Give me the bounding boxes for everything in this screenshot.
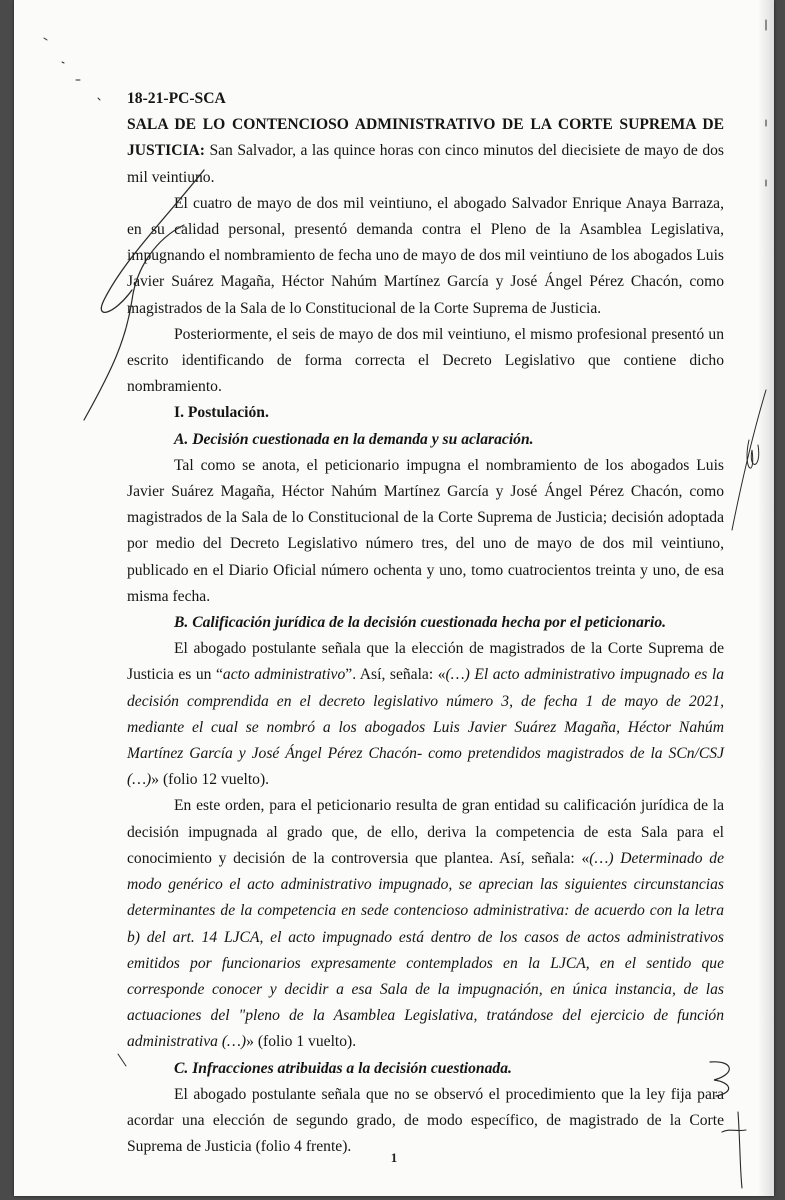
case-number: 18-21-PC-SCA	[127, 90, 226, 107]
page-number: 1	[390, 1150, 398, 1165]
paragraph-legal-qualification	[127, 636, 724, 793]
p4-text-start: El abogado postulante señala que la elección de magistrados de la Corte Suprema de Justicia es un “	[127, 640, 724, 684]
p4-text-mid: ”. Así, señala: «	[345, 666, 446, 684]
document-page	[14, 0, 774, 1196]
subheading-b: B. Calificación jurídica de la decisión cuestionada hecha por el peticionario.	[174, 614, 667, 632]
paragraph-demand: El cuatro de mayo de dos mil veintiuno, el abogado Salvador Enrique Anaya Barraza, en su calidad personal, presentó demanda contra el Pleno de la Asamblea Legislativa, impugnando el nombramiento de fecha uno de mayo de dos mil veintiuno de los abogados Luis Javier Suárez Magaña, Héctor Nahúm Martínez García y José Ángel Pérez Chacón, como magistrados de la Sala de lo Constitucional de la Corte Suprema de Justicia.	[127, 194, 724, 317]
date-place: San Salvador, a las quince horas con cinco minutos del diecisiete de mayo de dos mil veintiuno.	[127, 142, 724, 186]
p4-italic-term: acto administrativo	[222, 666, 346, 684]
p4-quote: (…) El acto administrativo impugnado es la decisión comprendida en el decreto legislativo número 3, de fecha 1 de mayo de 2021, mediante el cual se nombró a los abogados Luis Javier Suárez Magaña, Héctor Nahúm Martínez García y José Ángel Pérez Chacón- como pretendidos magistrados de la SCn/CSJ (…)	[127, 666, 725, 789]
paragraph-impugnation: Tal como se anota, el peticionario impugna el nombramiento de los abogados Luis Javier Suárez Magaña, Héctor Nahúm Martínez García y José Ángel Pérez Chacón, como magistrados de la Sala de lo Constitucional de la Corte Suprema de Justicia; decisión adoptada por medio del Decreto Legislativo número tres, del uno de mayo de dos mil veintiuno, publicado en el Diario Oficial número ochenta y uno, tomo cuatrocientos treinta y uno, de esa misma fecha.	[127, 456, 724, 605]
p5-quote: (…) Determinado de modo genérico el acto administrativo impugnado, se aprecian las siguientes circunstancias determinantes de la competencia en sede contencioso administrativa: de acuerdo con la letra b) del art. 14 LJCA, el acto impugnado está dentro de los casos de actos administrativos emitidos por funcionarios expresamente contemplados en la LJCA, en el sentido que corresponde conocer y decidir a esa Sala de la impugnación, en única instancia, de las actuaciones del "pleno de la Asamblea Legislativa, tratándose del ejercicio de función administrativa (…)	[127, 849, 724, 1051]
subheading-a: A. Decisión cuestionada en la demanda y su aclaración.	[174, 430, 534, 448]
p5-text-end: » (folio 1 vuelto).	[246, 1033, 357, 1051]
top-scan-specks	[44, 38, 100, 100]
right-margin-loop	[747, 440, 759, 468]
section-heading-postulacion: I. Postulación.	[174, 404, 269, 422]
intro-paragraph	[127, 112, 724, 191]
paragraph-infractions: El abogado postulante señala que no se observó el procedimiento que la ley fija para acordar una elección de segundo grado, de modo específico, de magistrado de la Corte Suprema de Justicia (folio 4 frente).	[127, 1085, 724, 1156]
court-name: SALA DE LO CONTENCIOSO ADMINISTRATIVO DE LA CORTE SUPREMA DE JUSTICIA:	[127, 116, 724, 160]
page-edge-shadow	[758, 0, 774, 1196]
p4-text-end: » (folio 12 vuelto).	[151, 771, 270, 789]
left-margin-tick	[118, 1054, 126, 1066]
paragraph-competence	[127, 793, 724, 1055]
subheading-c: C. Infracciones atribuidas a la decisión cuestionada.	[174, 1059, 512, 1077]
document-body	[127, 86, 724, 1160]
paragraph-correction: Posteriormente, el seis de mayo de dos mil veintiuno, el mismo profesional presentó un escrito identificando de forma correcta el Decreto Legislativo que contiene dicho nombramiento.	[127, 325, 724, 396]
p5-text-start: En este orden, para el peticionario resulta de gran entidad su calificación jurídica de la decisión impugnada al grado que, de ello, deriva la competencia de esta Sala para el conocimiento y decisión de la controversia que plantea. Así, señala: «	[127, 797, 724, 867]
